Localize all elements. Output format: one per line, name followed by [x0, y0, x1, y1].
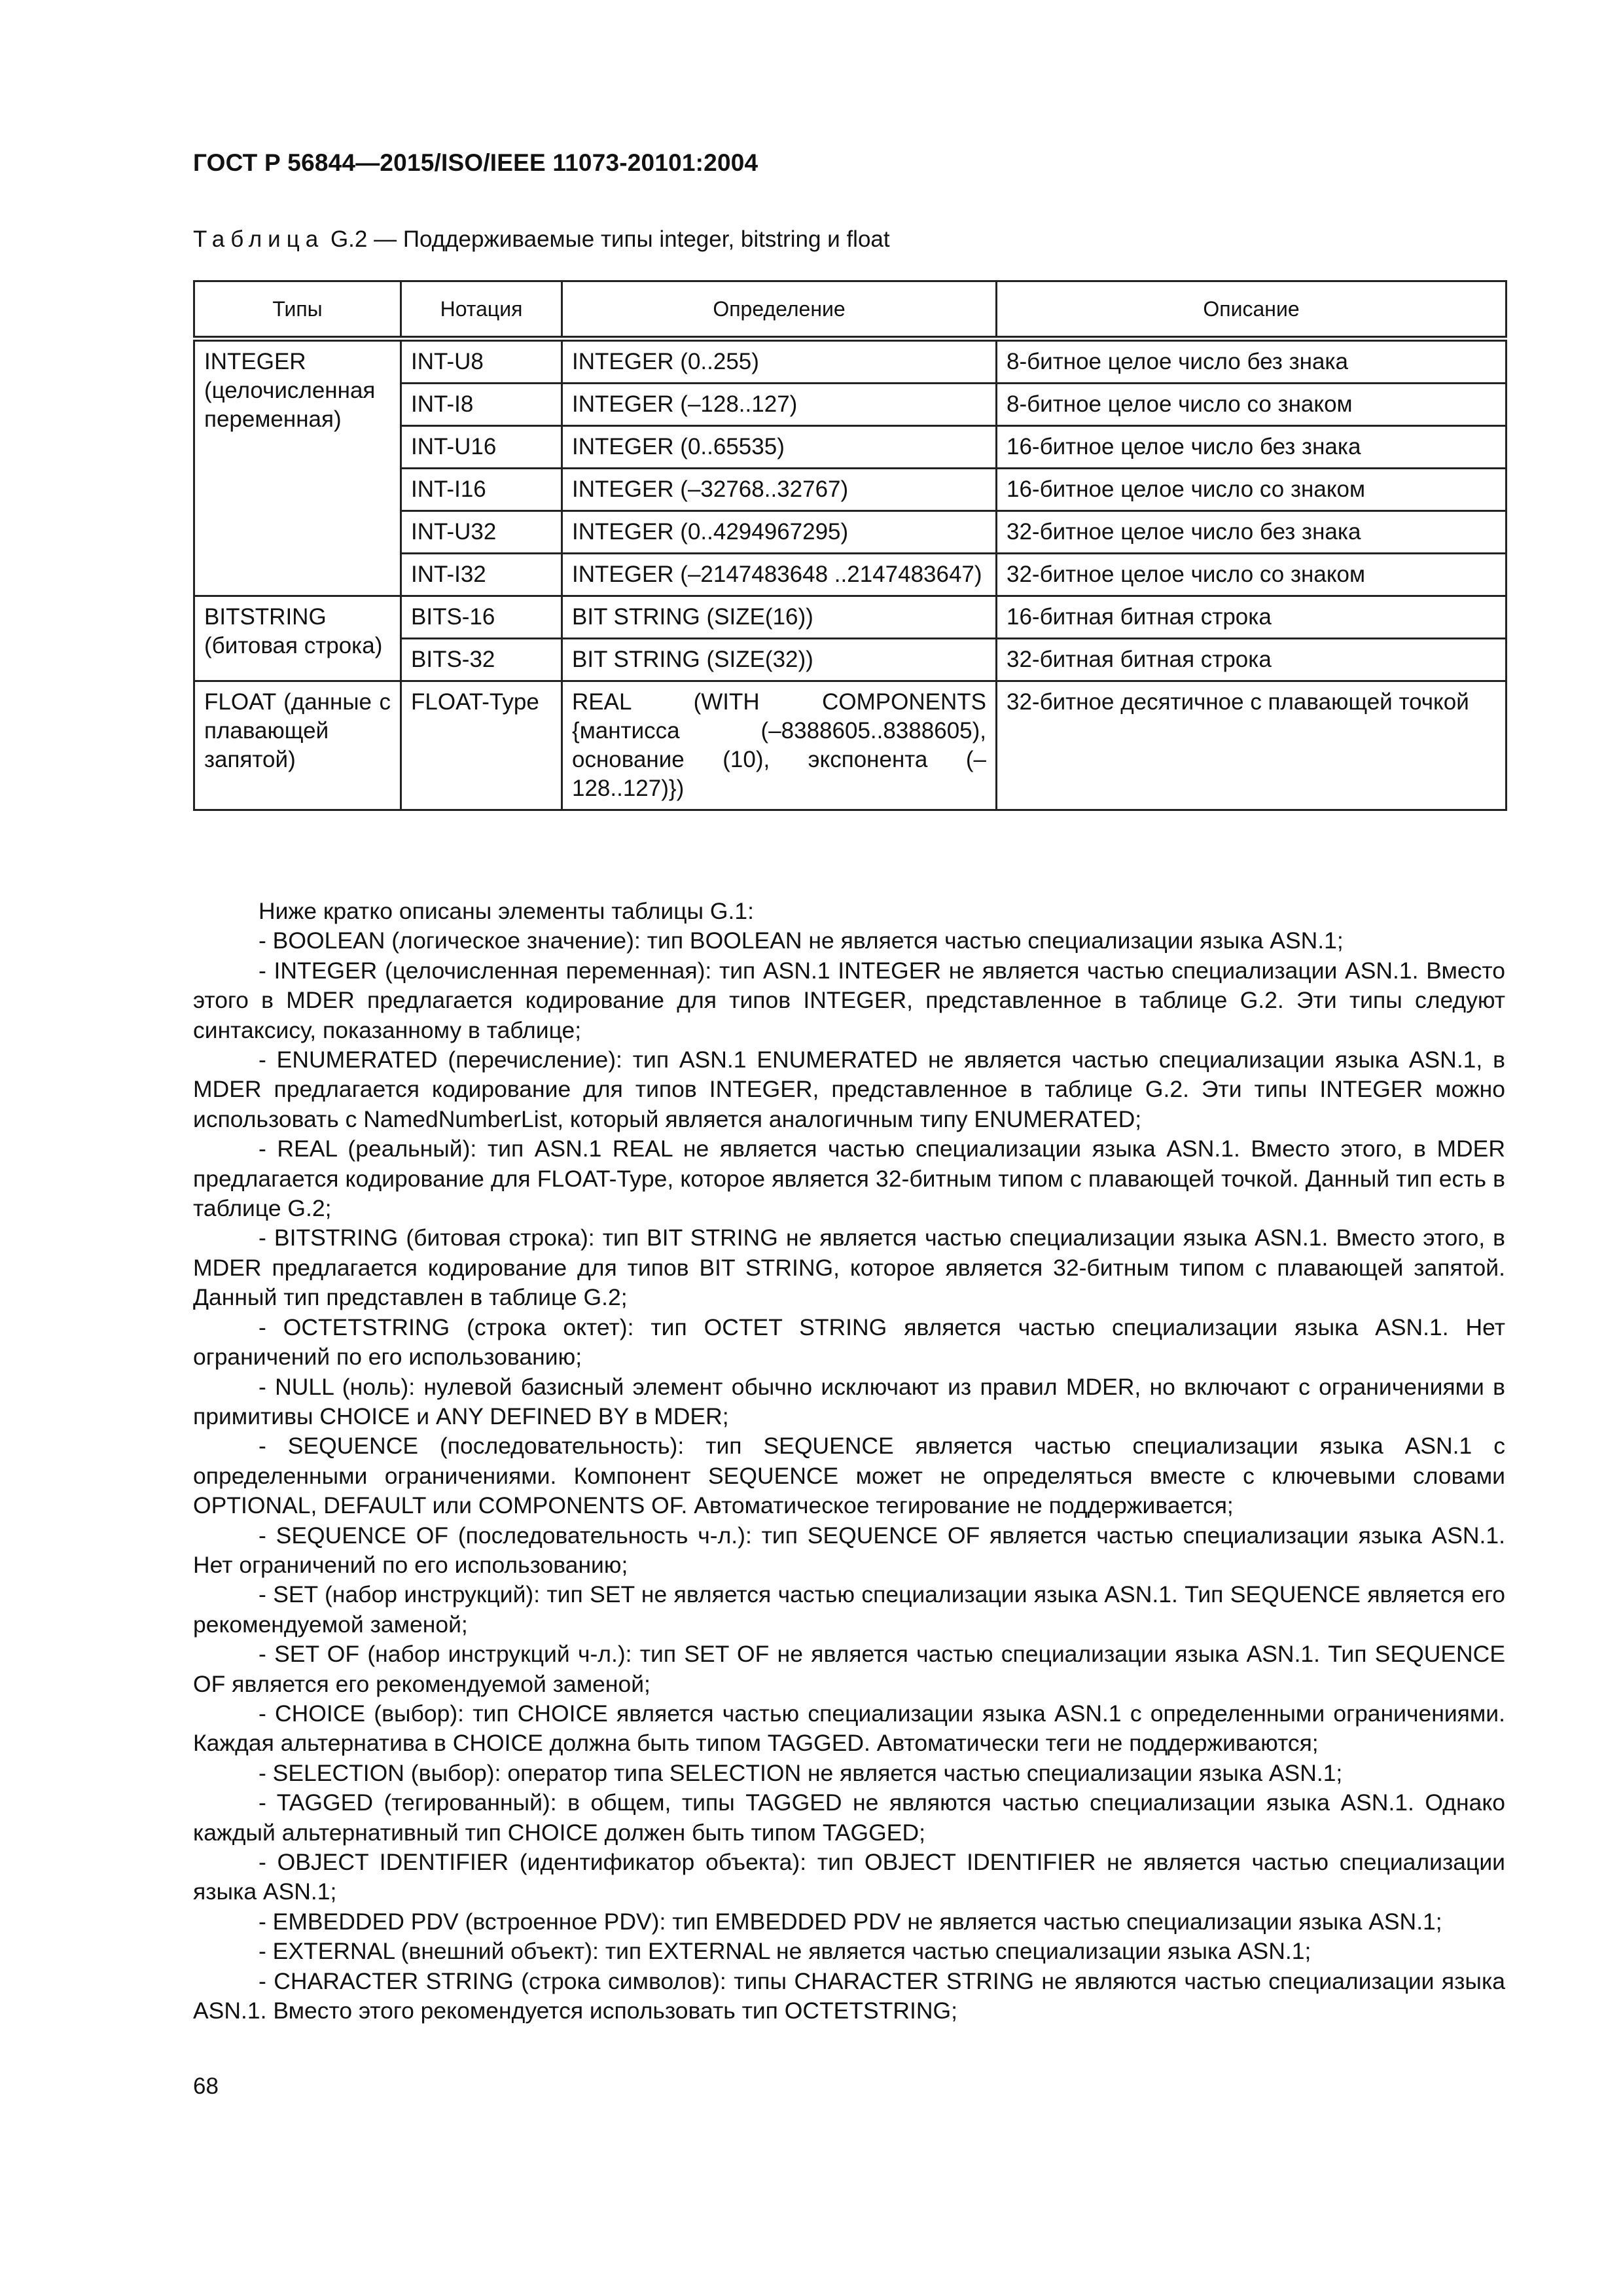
paragraph: - NULL (ноль): нулевой базисный элемент обычно исключают из правил MDER, но включают с ограничениями в примитивы CHOICE и ANY DEFINED BY в MDER; — [193, 1373, 1505, 1429]
notation-cell: INT-U16 — [401, 426, 562, 469]
description-cell: 32-битное целое число без знака — [997, 511, 1507, 554]
paragraph: Ниже кратко описаны элементы таблицы G.1: — [259, 898, 754, 924]
paragraph: - ENUMERATED (перечисление): тип ASN.1 ENUMERATED не является частью специализации языка ASN.1, в MDER предлагается кодирование для типов INTEGER, представленное в таблице G.2. Эти типы INTEGER можно использовать с NamedNumberList, который является аналогичным типу ENUMERATED; — [193, 1047, 1505, 1132]
paragraph: - EXTERNAL (внешний объект): тип EXTERNAL не является частью специализации языка ASN.1; — [259, 1938, 1311, 1965]
type-cell-bitstring: BITSTRING (битовая строка) — [194, 596, 401, 681]
definition-cell: INTEGER (0..65535) — [562, 426, 997, 469]
document-header: ГОСТ Р 56844—2015/ISO/IEEE 11073-20101:2004 — [193, 149, 758, 176]
column-header-description: Описание — [997, 281, 1507, 339]
column-header-types: Типы — [194, 281, 401, 339]
description-cell: 16-битная битная строка — [997, 596, 1507, 639]
notation-cell: INT-I8 — [401, 384, 562, 426]
description-cell: 32-битное целое число со знаком — [997, 554, 1507, 596]
definition-cell: INTEGER (–2147483648 ..2147483647) — [562, 554, 997, 596]
table-caption — [193, 226, 890, 253]
body-text — [193, 897, 1505, 2026]
definition-cell: INTEGER (–128..127) — [562, 384, 997, 426]
paragraph: - TAGGED (тегированный): в общем, типы TAGGED не являются частью специализации языка ASN.1. Однако каждый альтернативный тип CHOICE должен быть типом TAGGED; — [193, 1789, 1505, 1846]
table-caption-text: G.2 — Поддерживаемые типы integer, bitstring и float — [324, 226, 890, 252]
notation-cell: FLOAT-Type — [401, 681, 562, 810]
paragraph: - EMBEDDED PDV (встроенное PDV): тип EMBEDDED PDV не является частью специализации языка ASN.1; — [259, 1908, 1442, 1935]
description-cell: 16-битное целое число без знака — [997, 426, 1507, 469]
notation-cell: INT-U32 — [401, 511, 562, 554]
definition-cell: REAL (WITH COMPONENTS {мантисса (–8388605..8388605), основание (10), экспонента (–128..127)}) — [562, 681, 997, 810]
definition-cell: INTEGER (0..255) — [562, 339, 997, 384]
notation-cell: BITS-16 — [401, 596, 562, 639]
table-caption-label: Таблица — [193, 226, 325, 252]
notation-cell: BITS-32 — [401, 639, 562, 681]
notation-cell: INT-I16 — [401, 469, 562, 511]
paragraph: - BITSTRING (битовая строка): тип BIT STRING не является частью специализации языка ASN.1. Вместо этого, в MDER предлагается кодирование для типов BIT STRING, которое является 32-битным типом с плавающей запятой. Данный тип представлен в таблице G.2; — [193, 1225, 1505, 1311]
table-row — [194, 681, 1507, 810]
description-cell: 8-битное целое число без знака — [997, 339, 1507, 384]
paragraph: - INTEGER (целочисленная переменная): тип ASN.1 INTEGER не является частью специализации ASN.1. Вместо этого в MDER предлагается кодирование для типов INTEGER, представленное в таблице G.2. Эти типы следуют синтаксису, показанному в таблице; — [193, 957, 1505, 1043]
description-cell: 16-битное целое число со знаком — [997, 469, 1507, 511]
definition-cell: BIT STRING (SIZE(32)) — [562, 639, 997, 681]
paragraph: - BOOLEAN (логическое значение): тип BOOLEAN не является частью специализации языка ASN.1; — [259, 927, 1344, 954]
paragraph: - OBJECT IDENTIFIER (идентификатор объекта): тип OBJECT IDENTIFIER не является частью специализации языка ASN.1; — [193, 1849, 1505, 1905]
table-header-row — [194, 281, 1507, 339]
page-number: 68 — [193, 2073, 219, 2099]
table-row — [194, 339, 1507, 384]
type-cell-float: FLOAT (данные с плавающей запятой) — [194, 681, 401, 810]
notation-cell: INT-I32 — [401, 554, 562, 596]
description-cell: 32-битная битная строка — [997, 639, 1507, 681]
paragraph: - CHARACTER STRING (строка символов): типы CHARACTER STRING не являются частью специализации языка ASN.1. Вместо этого рекомендуется использовать тип OCTETSTRING; — [193, 1967, 1505, 2024]
paragraph: - SEQUENCE OF (последовательность ч-л.): тип SEQUENCE OF является частью специализации языка ASN.1. Нет ограничений по его использованию; — [193, 1522, 1505, 1578]
paragraph: - CHOICE (выбор): тип CHOICE является частью специализации языка ASN.1 с определенными ограничениями. Каждая альтернатива в CHOICE должна быть типом TAGGED. Автоматически теги не поддерживаются; — [193, 1700, 1505, 1757]
table-row — [194, 596, 1507, 639]
description-cell: 32-битное десятичное с плавающей точкой — [997, 681, 1507, 810]
paragraph: - SET (набор инструкций): тип SET не является частью специализации языка ASN.1. Тип SEQUENCE является его рекомендуемой заменой; — [193, 1581, 1505, 1638]
paragraph: - REAL (реальный): тип ASN.1 REAL не является частью специализации языка ASN.1. Вместо этого, в MDER предлагается кодирование для FLOAT-Type, которое является 32-битным типом с плавающей точкой. Данный тип есть в таблице G.2; — [193, 1136, 1505, 1222]
column-header-notation: Нотация — [401, 281, 562, 339]
paragraph: - SET OF (набор инструкций ч-л.): тип SET OF не является частью специализации языка ASN.1. Тип SEQUENCE OF является его рекомендуемой заменой; — [193, 1641, 1505, 1697]
paragraph: - SELECTION (выбор): оператор типа SELECTION не является частью специализации языка ASN.1; — [259, 1759, 1343, 1786]
column-header-definition: Определение — [562, 281, 997, 339]
notation-cell: INT-U8 — [401, 339, 562, 384]
definition-cell: BIT STRING (SIZE(16)) — [562, 596, 997, 639]
paragraph: - SEQUENCE (последовательность): тип SEQUENCE является частью специализации языка ASN.1 с определенными ограничениями. Компонент SEQUENCE может не определяться вместе с ключевыми словами OPTIONAL, DEFAULT или COMPONENTS OF. Автоматическое тегирование не поддерживается; — [193, 1433, 1505, 1519]
type-cell-integer: INTEGER (целочисленная переменная) — [194, 339, 401, 596]
supported-types-table — [193, 280, 1507, 811]
definition-cell: INTEGER (–32768..32767) — [562, 469, 997, 511]
definition-cell: INTEGER (0..4294967295) — [562, 511, 997, 554]
paragraph: - OCTETSTRING (строка октет): тип OCTET STRING является частью специализации языка ASN.1. Нет ограничений по его использованию; — [193, 1314, 1505, 1371]
description-cell: 8-битное целое число со знаком — [997, 384, 1507, 426]
